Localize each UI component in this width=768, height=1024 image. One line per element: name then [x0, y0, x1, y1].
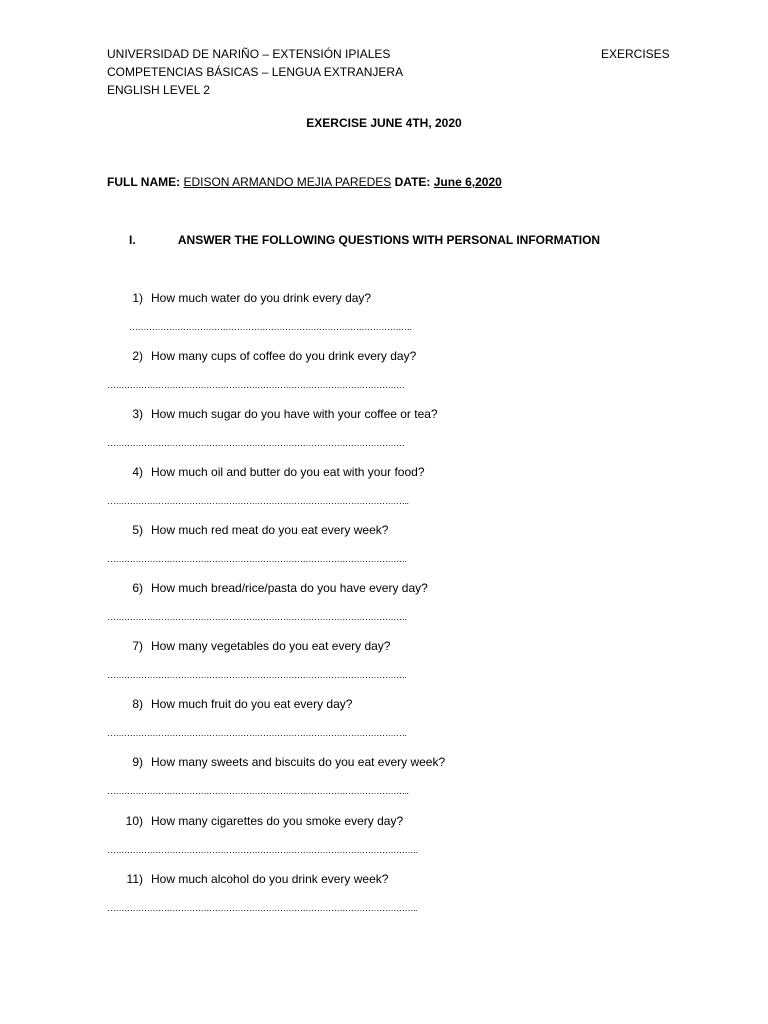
question-text: How many cigarettes do you smoke every day?: [151, 814, 404, 828]
question-text: How much fruit do you eat every day?: [151, 697, 353, 711]
question-text: How many vegetables do you eat every day?: [151, 639, 391, 653]
answer-line: ………………………………………………………………………………………………..: [107, 903, 418, 913]
question-item: [120, 407, 438, 421]
question-number: 1): [132, 291, 143, 305]
answer-line: ………………………………………………………………………………………………..: [107, 845, 418, 855]
question-item: [120, 755, 445, 769]
section-heading: [129, 233, 600, 247]
answer-line: …………………………………………………………………………………………….: [107, 670, 407, 680]
question-number: 11): [126, 872, 143, 886]
question-number: 2): [132, 349, 143, 363]
university-line: UNIVERSIDAD DE NARIÑO – EXTENSIÓN IPIALES: [107, 47, 391, 61]
question-text: How many cups of coffee do you drink every day?: [151, 349, 417, 363]
page-title: EXERCISE JUNE 4TH, 2020: [306, 116, 462, 130]
question-number: 10): [125, 814, 143, 828]
answer-line: ……………………………………………………………………………………………..: [107, 496, 409, 506]
question-item: [120, 291, 371, 305]
exercises-label: EXERCISES: [601, 47, 670, 61]
question-text: How many sweets and biscuits do you eat every week?: [151, 755, 446, 769]
question-number: 7): [132, 639, 143, 653]
question-text: How much red meat do you eat every week?: [151, 523, 389, 537]
level-line: ENGLISH LEVEL 2: [107, 83, 210, 97]
answer-line: ……………………………………………………………………………………………: [107, 438, 405, 448]
answer-line: …………………………………………………………………………………………….: [107, 728, 407, 738]
course-line: COMPETENCIAS BÁSICAS – LENGUA EXTRANJERA: [107, 65, 404, 79]
question-number: 3): [132, 407, 143, 421]
question-text: How much alcohol do you drink every week?: [151, 872, 389, 886]
question-item: [120, 814, 403, 828]
question-number: 9): [132, 755, 143, 769]
answer-line: ……………………………………………………………………………………….: [129, 322, 412, 332]
answer-line: ……………………………………………………………………………………………..: [107, 786, 409, 796]
answer-line: …………………………………………………………………………………………….: [107, 554, 407, 564]
answer-line: …………………………………………………………………………………………….: [107, 612, 407, 622]
question-item: [120, 872, 388, 886]
section-number: I.: [129, 233, 136, 247]
question-text: How much bread/rice/pasta do you have every day?: [151, 581, 428, 595]
question-text: How much water do you drink every day?: [151, 291, 372, 305]
question-item: [120, 697, 352, 711]
question-item: [120, 349, 416, 363]
date-value: June 6,2020: [433, 175, 502, 189]
full-name-line: [107, 175, 502, 189]
question-number: 6): [132, 581, 143, 595]
answer-line: ……………………………………………………………………………………………: [107, 380, 405, 390]
question-item: [120, 523, 388, 537]
question-text: How much oil and butter do you eat with your food?: [151, 465, 425, 479]
full-name-label: FULL NAME:: [107, 175, 181, 189]
question-item: [120, 639, 390, 653]
question-number: 4): [132, 465, 143, 479]
date-label: DATE:: [394, 175, 431, 189]
question-item: [120, 581, 428, 595]
full-name-value: EDISON ARMANDO MEJIA PAREDES: [183, 175, 392, 189]
question-number: 5): [132, 523, 143, 537]
section-title: ANSWER THE FOLLOWING QUESTIONS WITH PERSONAL INFORMATION: [177, 233, 601, 247]
question-text: How much sugar do you have with your coffee or tea?: [151, 407, 438, 421]
question-item: [120, 465, 425, 479]
question-number: 8): [132, 697, 143, 711]
